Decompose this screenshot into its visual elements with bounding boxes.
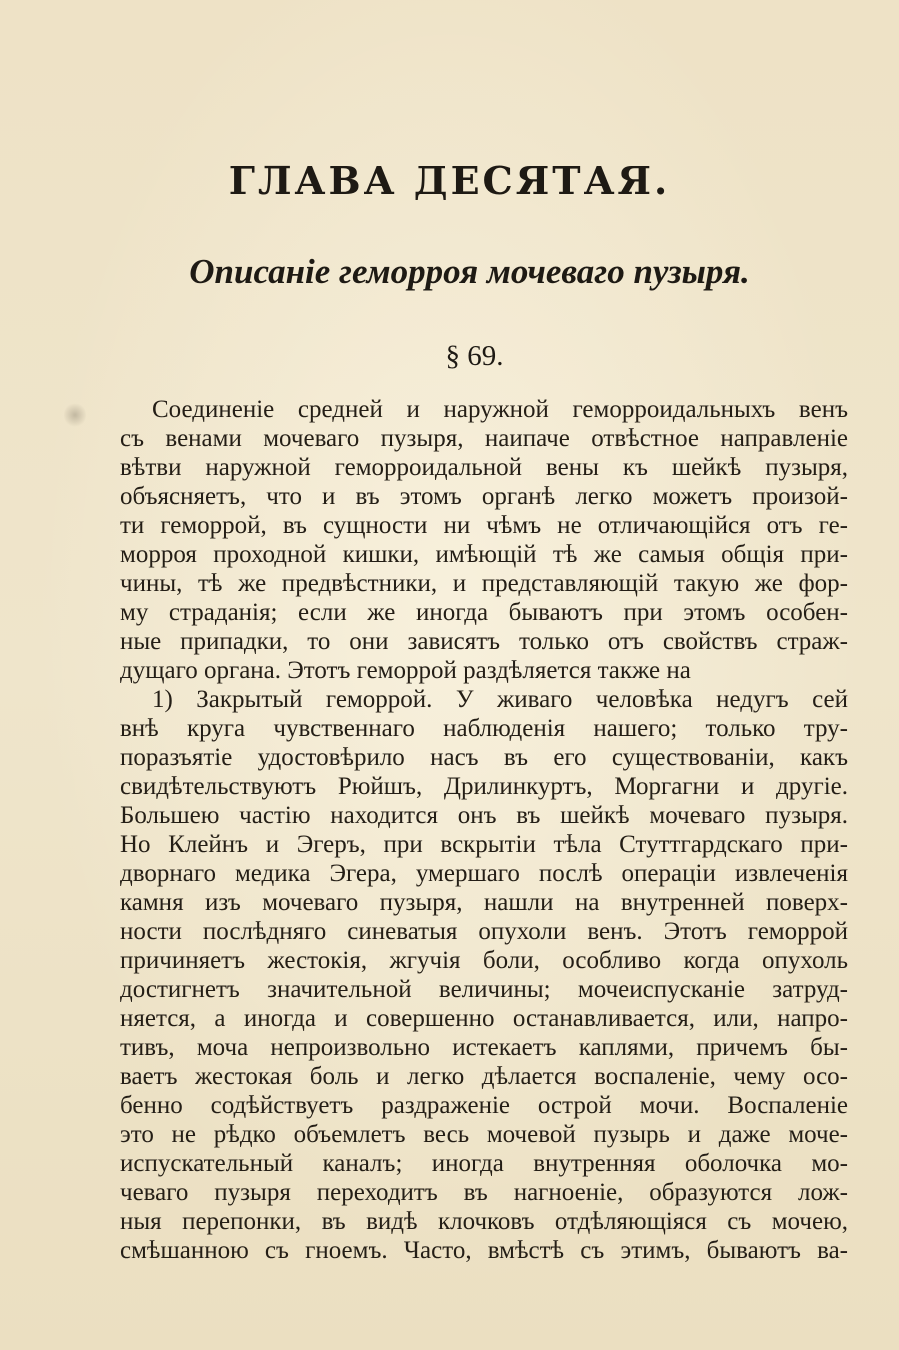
- text-line: ности послѣдняго синеватыя опухоли венъ. Этотъ геморрой: [120, 918, 848, 945]
- text-line: внѣ круга чувственнаго наблюденія нашего; только тру-: [120, 715, 848, 742]
- text-line: 1) Закрытый геморрой. У живаго человѣка недугъ сей: [152, 686, 848, 713]
- text-line: няется, а иногда и совершенно останавливается, или, напро-: [120, 1005, 848, 1032]
- text-line: морроя проходной кишки, имѣющій тѣ же самыя общія при-: [120, 541, 848, 568]
- text-line: тивъ, моча непроизвольно истекаетъ каплями, причемъ бы-: [120, 1034, 848, 1061]
- text-line: чины, тѣ же предвѣстники, и представляющій такую же фор-: [120, 570, 848, 597]
- text-line: Но Клейнъ и Эгеръ, при вскрытіи тѣла Стуттгардскаго при-: [120, 831, 848, 858]
- text-line: му страданія; если же иногда бываютъ при этомъ особен-: [120, 599, 848, 626]
- text-line: испускательный каналъ; иногда внутренняя оболочка мо-: [120, 1150, 848, 1177]
- text-line: ваетъ жестокая боль и легко дѣлается воспаленіе, чему осо-: [120, 1063, 848, 1090]
- text-line: объясняетъ, что и въ этомъ органѣ легко можетъ произой-: [120, 483, 848, 510]
- section-number: § 69.: [445, 340, 504, 372]
- text-line: смѣшанною съ гноемъ. Часто, вмѣстѣ съ этимъ, бываютъ ва-: [120, 1237, 848, 1264]
- text-line: достигнетъ значительной величины; мочеиспусканіе затруд-: [120, 976, 848, 1003]
- chapter-subtitle: Описаніе геморроя мочеваго пузыря.: [189, 252, 750, 291]
- text-line: съ венами мочеваго пузыря, наипаче отвѣстное направленіе: [120, 425, 848, 452]
- text-line: ти геморрой, въ сущности ни чѣмъ не отличающійся отъ ге-: [120, 512, 848, 539]
- body-text: [120, 395, 848, 1265]
- text-line: дворнаго медика Эгера, умершаго послѣ операціи извлеченія: [120, 860, 848, 887]
- text-line: камня изъ мочеваго пузыря, нашли на внутренней поверх-: [120, 889, 848, 916]
- text-line: свидѣтельствуютъ Рюйшъ, Дрилинкуртъ, Моргагни и другіе.: [120, 773, 848, 800]
- text-line: причиняетъ жестокія, жгучія боли, особливо когда опухоль: [120, 947, 848, 974]
- text-line: ные припадки, то они зависятъ только отъ свойствъ страж-: [120, 628, 848, 655]
- text-line: дущаго органа. Этотъ геморрой раздѣляется также на: [120, 657, 691, 684]
- text-line: чеваго пузыря переходитъ въ нагноеніе, образуются лож-: [120, 1179, 848, 1206]
- text-line: Большею частію находится онъ въ шейкѣ мочеваго пузыря.: [120, 802, 848, 829]
- text-line: Соединеніе средней и наружной геморроидальныхъ венъ: [152, 396, 848, 423]
- chapter-title: ГЛАВА ДЕСЯТАЯ.: [228, 158, 671, 203]
- text-line: это не рѣдко объемлетъ весь мочевой пузырь и даже моче-: [120, 1121, 848, 1148]
- text-line: поразъятіе удостовѣрило насъ въ его существованіи, какъ: [120, 744, 848, 771]
- ink-smudge: [64, 402, 86, 428]
- text-line: ныя перепонки, въ видѣ клочковъ отдѣляющіяся съ мочею,: [120, 1208, 848, 1235]
- text-line: бенно содѣйствуетъ раздраженіе острой мочи. Воспаленіе: [120, 1092, 848, 1119]
- text-line: вѣтви наружной геморроидальной вены къ шейкѣ пузыря,: [120, 454, 848, 481]
